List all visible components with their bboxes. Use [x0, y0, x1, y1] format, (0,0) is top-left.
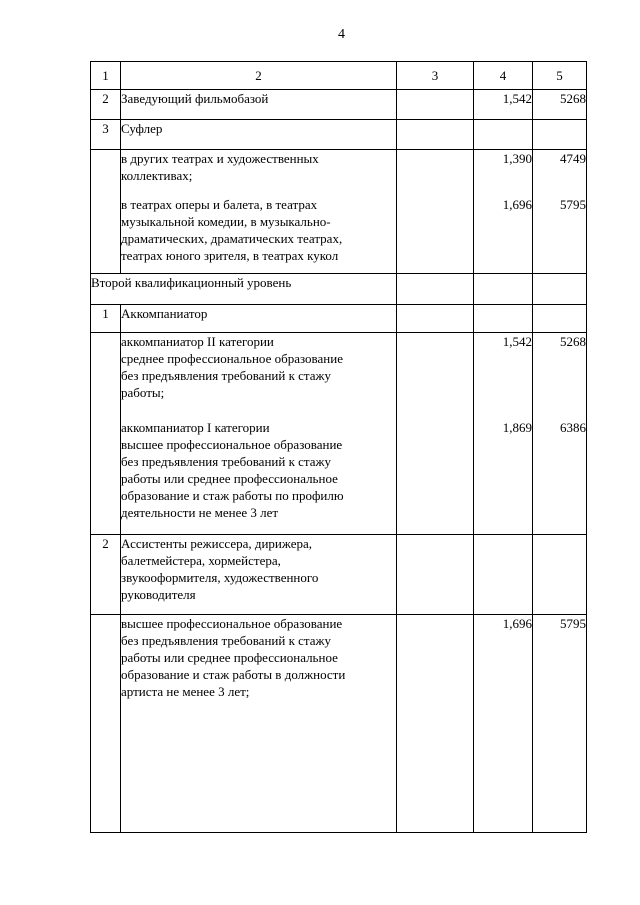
position-name: Заведующий фильмобазой: [121, 90, 397, 120]
row-number: 2: [91, 90, 121, 120]
empty-cell: [397, 305, 474, 333]
table-row: [91, 274, 587, 305]
table-row: [91, 615, 587, 833]
row-number: 1: [91, 305, 121, 333]
coefficient: 1,696: [474, 615, 533, 833]
salary: 5268: [560, 334, 586, 349]
empty-cell: [91, 333, 121, 535]
empty-cell: [397, 90, 474, 120]
table-row: [91, 305, 587, 333]
table-row: [91, 150, 587, 274]
table-row: [91, 333, 587, 535]
empty-cell: [397, 333, 474, 535]
header-col-1: 1: [91, 62, 121, 90]
coefficient: 1,869: [502, 420, 532, 435]
coefficient: 1,390: [502, 151, 532, 166]
table-row: [91, 120, 587, 150]
empty-cell: [474, 305, 533, 333]
coefficient: 1,696: [502, 197, 532, 212]
empty-cell: [474, 274, 533, 305]
header-col-4: 4: [474, 62, 533, 90]
position-name: Суфлер: [121, 120, 397, 150]
row-number: 2: [91, 535, 121, 615]
condition-text: высшее профессиональное образование без предъявления требований к стажу работы или среднее профессиональное образование и стаж работы в должности артиста не менее 3 лет;: [121, 615, 397, 833]
table-row: [91, 90, 587, 120]
salary-cell: [533, 333, 587, 535]
condition-text: аккомпаниатор II категории среднее профессиональное образование без предъявления требований к стажу работы;: [121, 334, 343, 400]
salary: 4749: [560, 151, 586, 166]
table-row: [91, 535, 587, 615]
empty-cell: [397, 535, 474, 615]
empty-cell: [397, 150, 474, 274]
coefficient-cell: [474, 333, 533, 535]
condition-text: аккомпаниатор I категории высшее профессиональное образование без предъявления требований к стажу работы или среднее профессиональное образование и стаж работы по профилю деятельности не менее 3 лет: [121, 420, 344, 520]
position-conditions: [121, 333, 397, 535]
coefficient-cell: [474, 150, 533, 274]
salary: 5795: [533, 615, 587, 833]
empty-cell: [397, 274, 474, 305]
empty-cell: [397, 615, 474, 833]
salary: 5268: [533, 90, 587, 120]
empty-cell: [474, 535, 533, 615]
condition-text: в театрах оперы и балета, в театрах музыкальной комедии, в музыкально- драматических, драматических театрах, театрах юного зрителя, в театрах кукол: [121, 197, 343, 263]
row-number: 3: [91, 120, 121, 150]
qualification-level-title: Второй квалификационный уровень: [91, 274, 397, 305]
condition-text: в других театрах и художественных коллективах;: [121, 151, 319, 183]
coefficient: 1,542: [502, 334, 532, 349]
position-conditions: [121, 150, 397, 274]
empty-cell: [474, 120, 533, 150]
position-name: Аккомпаниатор: [121, 305, 397, 333]
table-header-row: [91, 62, 587, 90]
page-number: 4: [338, 27, 345, 42]
salary: 6386: [560, 420, 586, 435]
coefficient: 1,542: [474, 90, 533, 120]
salary-table: [90, 61, 587, 833]
empty-cell: [533, 535, 587, 615]
empty-cell: [533, 120, 587, 150]
empty-cell: [91, 615, 121, 833]
empty-cell: [397, 120, 474, 150]
empty-cell: [91, 150, 121, 274]
header-col-5: 5: [533, 62, 587, 90]
salary-cell: [533, 150, 587, 274]
position-name: Ассистенты режиссера, дирижера, балетмейстера, хормейстера, звукооформителя, художественного руководителя: [121, 535, 397, 615]
salary: 5795: [560, 197, 586, 212]
empty-cell: [533, 305, 587, 333]
header-col-2: 2: [121, 62, 397, 90]
empty-cell: [533, 274, 587, 305]
header-col-3: 3: [397, 62, 474, 90]
